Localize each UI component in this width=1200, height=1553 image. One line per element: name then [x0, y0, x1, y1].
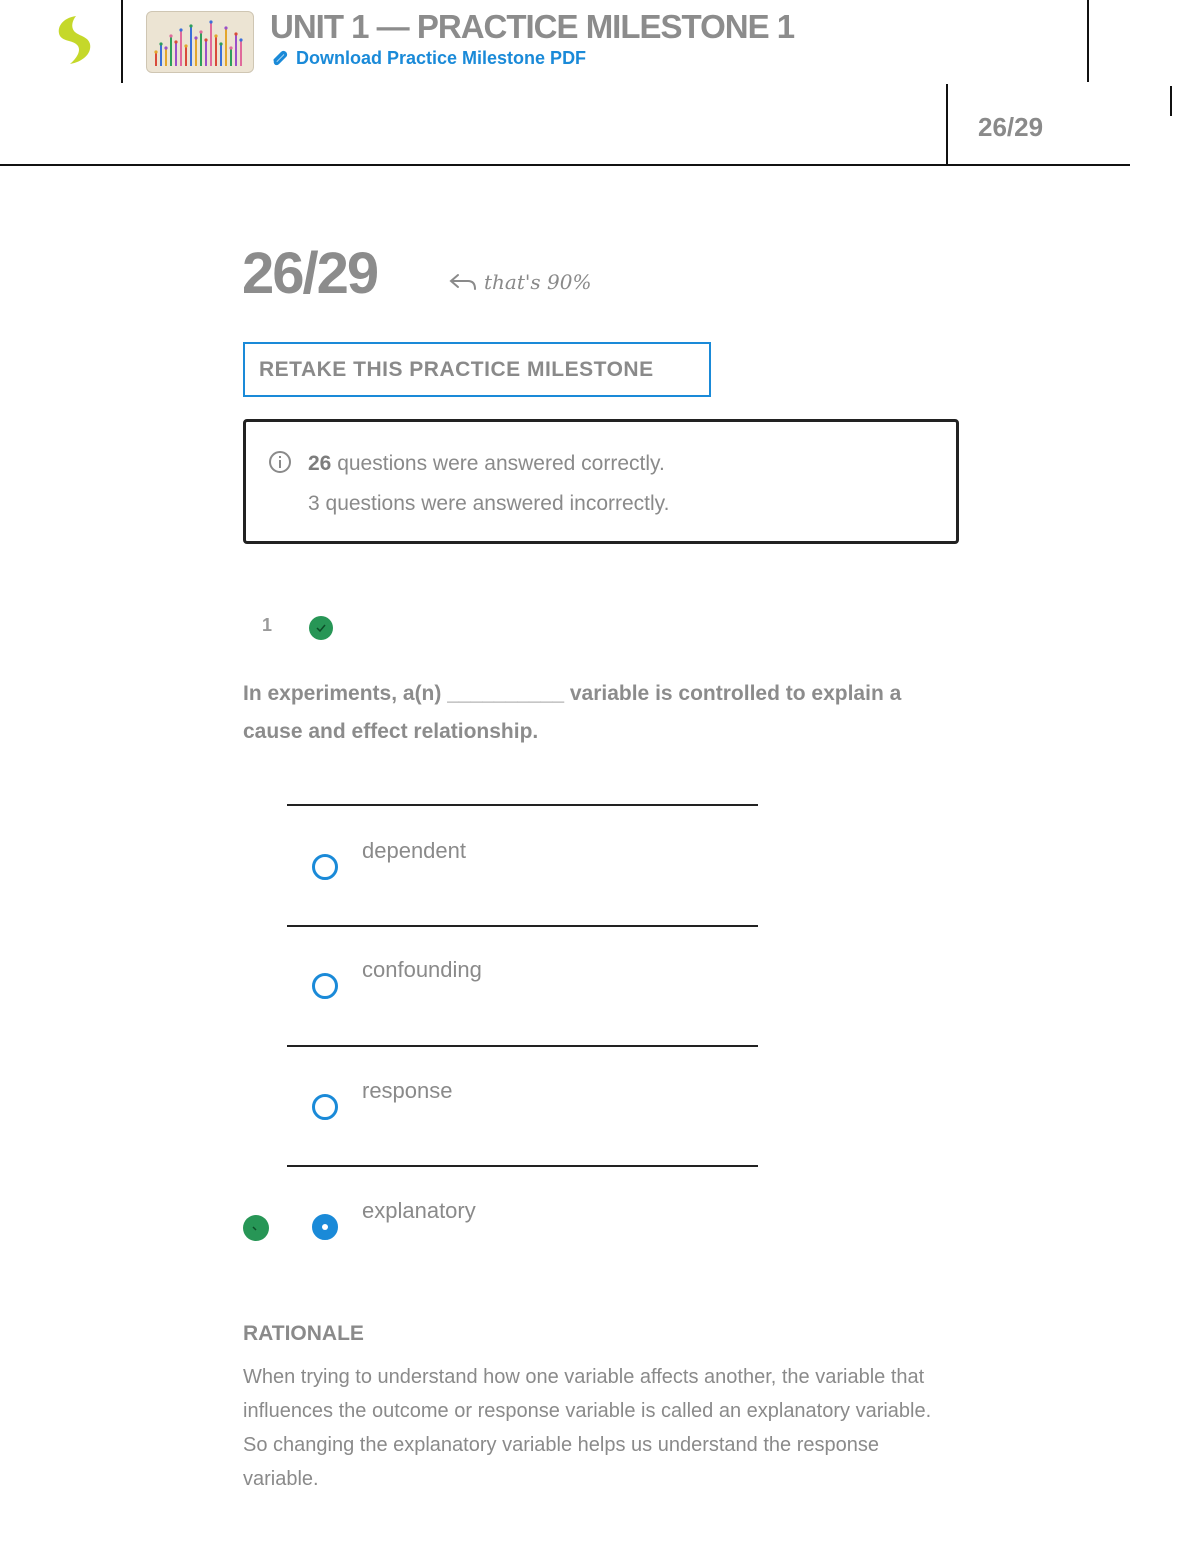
option-divider: [287, 1165, 758, 1167]
thumbnail-bar: [195, 38, 197, 66]
thumbnail-bar-cap: [234, 32, 237, 35]
option-divider: [287, 804, 758, 806]
correct-text: questions were answered correctly.: [337, 452, 665, 475]
thumbnail-bar-cap: [154, 50, 157, 53]
question-number: 1: [262, 615, 273, 635]
percent-note-text: that's 90%: [484, 270, 592, 294]
option-label-dependent[interactable]: dependent: [362, 838, 466, 863]
thumbnail-bar-cap: [194, 36, 197, 39]
thumbnail-bar-cap: [189, 24, 192, 27]
thumbnail-bar-cap: [179, 28, 182, 31]
score-display: 26/29: [242, 241, 378, 306]
thumbnail-bar-cap: [229, 46, 232, 49]
thumbnail-bar: [200, 32, 202, 66]
score-tab: 26/29: [978, 112, 1044, 142]
thumbnail-bar: [230, 48, 232, 66]
correct-summary: [308, 452, 665, 476]
thumbnail-bar-cap: [239, 38, 242, 41]
thumbnail-bar: [220, 44, 222, 66]
correct-check-icon: [309, 616, 333, 640]
thumbnail-bar: [235, 34, 237, 66]
thumbnail-bar: [155, 52, 157, 66]
score-tab-divider: [946, 84, 948, 166]
header-bottom-rule: [0, 164, 1130, 166]
option-radio-response[interactable]: [312, 1094, 338, 1120]
thumbnail-bar: [185, 46, 187, 66]
download-pdf-label: Download Practice Milestone PDF: [296, 48, 587, 68]
thumbnail-bar: [175, 42, 177, 66]
milestone-thumbnail: [146, 11, 254, 73]
thumbnail-bar-cap: [174, 40, 177, 43]
question-text: In experiments, a(n) __________ variable is controlled to explain a cause and effect relationship.: [243, 682, 902, 743]
bar-chart-thumbnail-icon: [147, 12, 253, 72]
correct-answer-marker-icon: [243, 1215, 269, 1241]
option-divider: [287, 925, 758, 927]
correct-count: 26: [308, 452, 332, 475]
option-radio-explanatory[interactable]: [312, 1214, 338, 1240]
thumbnail-bar-cap: [204, 38, 207, 41]
download-pdf-link[interactable]: [270, 48, 586, 69]
thumbnail-bar: [165, 48, 167, 66]
thumbnail-bar-cap: [224, 26, 227, 29]
option-label-confounding[interactable]: confounding: [362, 957, 482, 982]
percent-note: [448, 270, 591, 294]
incorrect-summary: 3 questions were answered incorrectly.: [308, 492, 670, 515]
thumbnail-bar: [215, 36, 217, 66]
thumbnail-bar-cap: [219, 42, 222, 45]
header-edge-mark: [1170, 86, 1172, 116]
thumbnail-bar-cap: [164, 46, 167, 49]
option-label-response[interactable]: response: [362, 1078, 453, 1103]
header-divider-left: [121, 0, 123, 83]
thumbnail-bar-cap: [214, 34, 217, 37]
thumbnail-bar-cap: [199, 30, 202, 33]
thumbnail-bar-cap: [159, 42, 162, 45]
thumbnail-bar: [210, 22, 212, 66]
curved-arrow-left-icon: [448, 271, 478, 293]
retake-button[interactable]: RETAKE THIS PRACTICE MILESTONE: [243, 342, 711, 397]
paperclip-icon: [270, 49, 290, 69]
info-icon: [268, 450, 292, 474]
thumbnail-bar: [205, 40, 207, 66]
option-divider: [287, 1045, 758, 1047]
result-summary-box: [243, 419, 959, 544]
rationale-text: When trying to understand how one variable affects another, the variable that influences the outcome or response variable is called an explanatory variable. So changing the explanatory variable helps us understand the response variable.: [243, 1366, 932, 1490]
rationale-title: RATIONALE: [243, 1322, 364, 1345]
page-title: UNIT 1 — PRACTICE MILESTONE 1: [270, 8, 795, 45]
sophia-logo-icon[interactable]: [52, 14, 98, 70]
thumbnail-bar-cap: [169, 34, 172, 37]
option-radio-confounding[interactable]: [312, 973, 338, 999]
thumbnail-bar: [225, 28, 227, 66]
thumbnail-bar: [160, 44, 162, 66]
thumbnail-bar-cap: [209, 20, 212, 23]
thumbnail-bar: [240, 40, 242, 66]
header-divider-right: [1087, 0, 1089, 82]
thumbnail-bar: [180, 30, 182, 66]
thumbnail-bar-cap: [184, 44, 187, 47]
option-radio-dependent[interactable]: [312, 854, 338, 880]
option-label-explanatory[interactable]: explanatory: [362, 1198, 476, 1223]
thumbnail-bar: [190, 26, 192, 66]
thumbnail-bar: [170, 36, 172, 66]
